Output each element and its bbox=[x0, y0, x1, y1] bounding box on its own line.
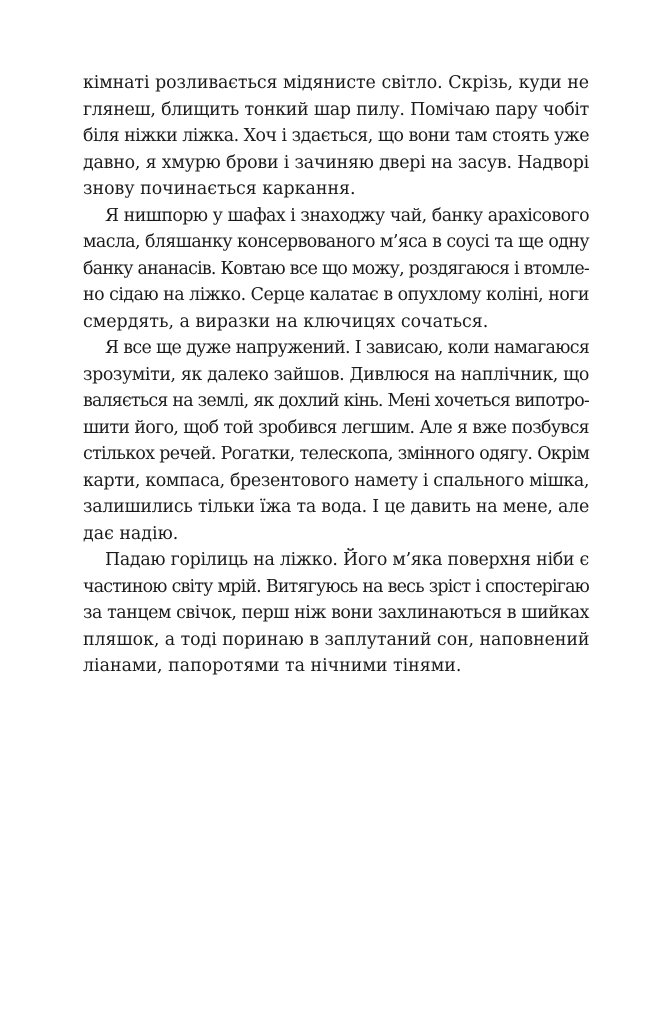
text-line: банку ананасів. Ковтаю все що можу, роздягаюся і втомле- bbox=[83, 258, 590, 279]
paragraph-3 bbox=[83, 335, 589, 547]
text-line: шити його, щоб той зробився легшим. Але я вже позбувся bbox=[83, 417, 589, 438]
text-line: глянеш, блищить тонкий шар пилу. Помічаю пару чобіт bbox=[83, 99, 589, 120]
text-line: Падаю горілиць на ліжко. Його м’яка поверхня ніби є bbox=[105, 550, 589, 570]
text-line: біля ніжки ліжка. Хоч і здається, що вони там стоять уже bbox=[83, 126, 589, 146]
text-line: ліанами, папоротями та нічними тінями. bbox=[83, 656, 462, 676]
paragraph-1 bbox=[83, 70, 589, 203]
text-line: валяється на землі, як дохлий кінь. Мені хочеться випотро- bbox=[83, 391, 589, 411]
text-line: дає надію. bbox=[83, 523, 179, 544]
text-line: знову починається каркання. bbox=[83, 179, 356, 199]
text-line: Я все ще дуже напружений. І зависаю, коли намагаюся bbox=[105, 338, 590, 358]
body-text bbox=[83, 70, 589, 680]
text-line: смердять, а виразки на ключицях сочаться. bbox=[83, 311, 489, 332]
text-line: кімнаті розливається мідянисте світло. Скрізь, куди не bbox=[83, 73, 589, 93]
text-line: стількох речей. Рогатки, телескопа, змінного одягу. Окрім bbox=[83, 444, 590, 464]
text-line: частиною світу мрій. Витягуюсь на весь зріст і спостерігаю bbox=[83, 576, 589, 597]
text-line: зрозуміти, як далеко зайшов. Дивлюся на наплічник, що bbox=[83, 364, 589, 385]
text-line: Я нишпорю у шафах і знаходжу чай, банку арахісового bbox=[105, 205, 589, 226]
text-line: пляшок, а тоді поринаю в заплутаний сон, наповнений bbox=[83, 629, 590, 650]
text-line: залишились тільки їжа та вода. І це давить на мене, але bbox=[83, 497, 589, 517]
text-line: за танцем свічок, перш ніж вони захлинаються в шийках bbox=[83, 603, 589, 623]
text-line: масла, бляшанку консервованого м’яса в соусі та ще одну bbox=[83, 232, 589, 252]
text-line: но сідаю на ліжко. Серце калатає в опухлому коліні, ноги bbox=[83, 285, 589, 305]
paragraph-2 bbox=[83, 203, 589, 336]
text-line: карти, компаса, брезентового намету і спального мішка, bbox=[83, 470, 590, 491]
text-line: давно, я хмурю брови і зачиняю двері на засув. Надворі bbox=[83, 152, 589, 173]
paragraph-4 bbox=[83, 547, 589, 680]
